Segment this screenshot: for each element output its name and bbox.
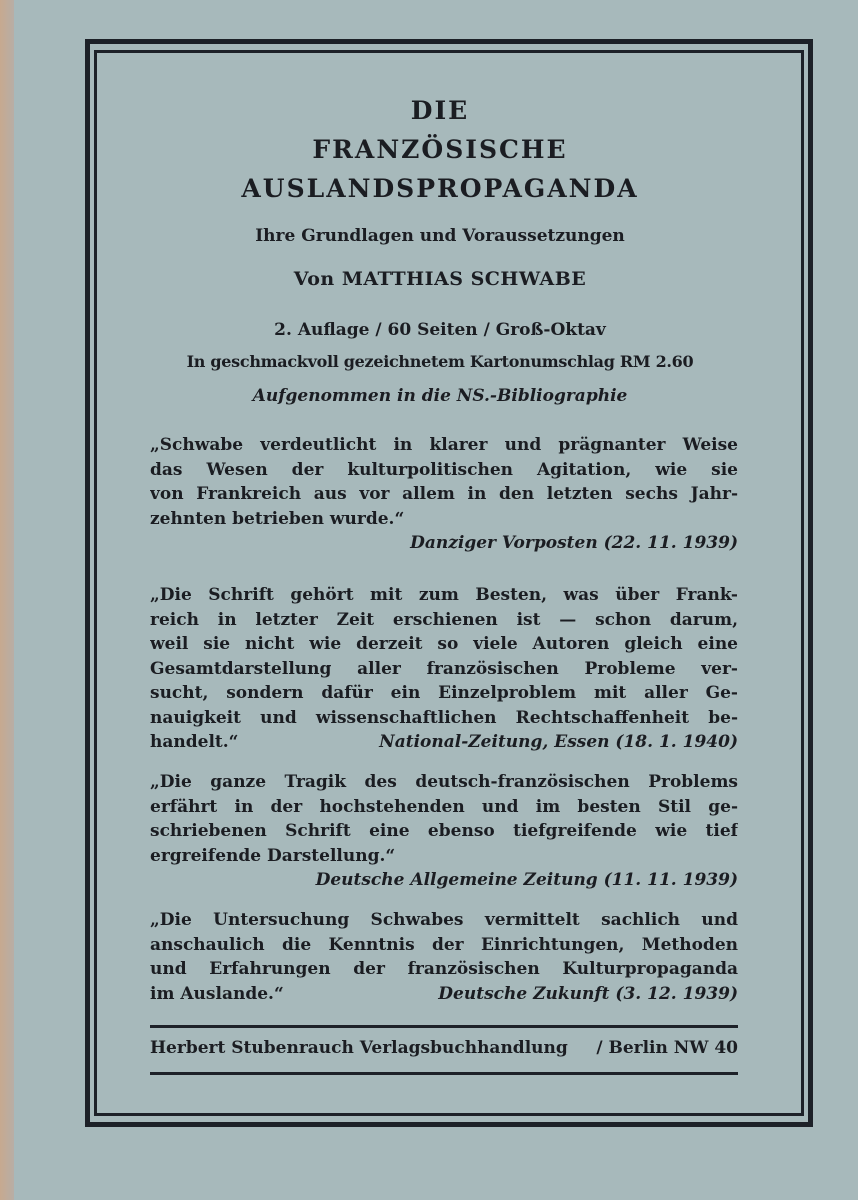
review-quote [150,583,738,755]
review-source: Deutsche Zukunft (3. 12. 1939) [438,983,738,1004]
review-line: schriebenen Schrift eine ebenso tiefgreifende wie tief [150,821,738,841]
review-line: ergreifende Darstellung.“ [150,845,396,866]
review-line: nauigkeit und wissenschaftlichen Rechtschaffenheit be- [150,707,738,728]
review-line: Gesamtdarstellung aller französischen Probleme ver- [150,658,738,679]
review-source: Deutsche Allgemeine Zeitung (11. 11. 1939) [315,870,738,890]
review-line: erfährt in der hochstehenden und im besten Stil ge- [150,796,738,817]
title-line-2: FRANZÖSISCHE [312,135,568,164]
review-line: sucht, sondern dafür ein Einzelproblem mit aller Ge- [150,683,738,703]
publisher-location: / Berlin NW 40 [596,1038,738,1058]
review-line: „Die Untersuchung Schwabes vermittelt sachlich und [150,910,738,930]
publisher-line [150,1038,738,1058]
review-line: zehnten betrieben wurde.“ [150,508,405,529]
title-line-1: DIE [410,96,470,125]
bibliography-note: Aufgenommen in die NS.-Bibliographie [252,386,628,406]
edition-info: 2. Auflage / 60 Seiten / Groß-Oktav [274,320,606,340]
binding-price-info: In geschmackvoll gezeichnetem Kartonumschlag RM 2.60 [186,352,694,371]
review-quote [150,908,738,1006]
review-source: Danziger Vorposten (22. 11. 1939) [410,533,738,553]
review-line: „Die ganze Tragik des deutsch-französischen Problems [150,772,738,792]
review-source: National-Zeitung, Essen (18. 1. 1940) [379,732,738,752]
publisher-name: Herbert Stubenrauch Verlagsbuchhandlung [150,1038,568,1058]
review-line: anschaulich die Kenntnis der Einrichtungen, Methoden [150,934,738,955]
review-line: von Frankreich aus vor allem in den letzten sechs Jahr- [150,484,738,504]
review-final-line [150,982,738,1007]
review-quote [150,433,738,556]
title-line-3: AUSLANDSPROPAGANDA [241,174,639,203]
review-line: und Erfahrungen der französischen Kulturpropaganda [150,959,738,979]
divider-rule-top [150,1025,738,1028]
review-line: „Schwabe verdeutlicht in klarer und prägnanter Weise [150,435,738,455]
review-line: das Wesen der kulturpolitischen Agitation, wie sie [150,459,738,480]
book-subtitle: Ihre Grundlagen und Voraussetzungen [255,226,625,246]
review-line: weil sie nicht wie derzeit so viele Autoren gleich eine [150,634,738,654]
review-final-line [150,730,738,755]
review-quote [150,770,738,893]
review-line: reich in letzter Zeit erschienen ist — schon darum, [150,609,738,630]
divider-rule-bottom [150,1072,738,1075]
review-line: im Auslande.“ [150,983,284,1004]
review-line: „Die Schrift gehört mit zum Besten, was über Frank- [150,585,738,605]
book-author: Von MATTHIAS SCHWABE [293,268,587,290]
review-line: handelt.“ [150,732,239,752]
